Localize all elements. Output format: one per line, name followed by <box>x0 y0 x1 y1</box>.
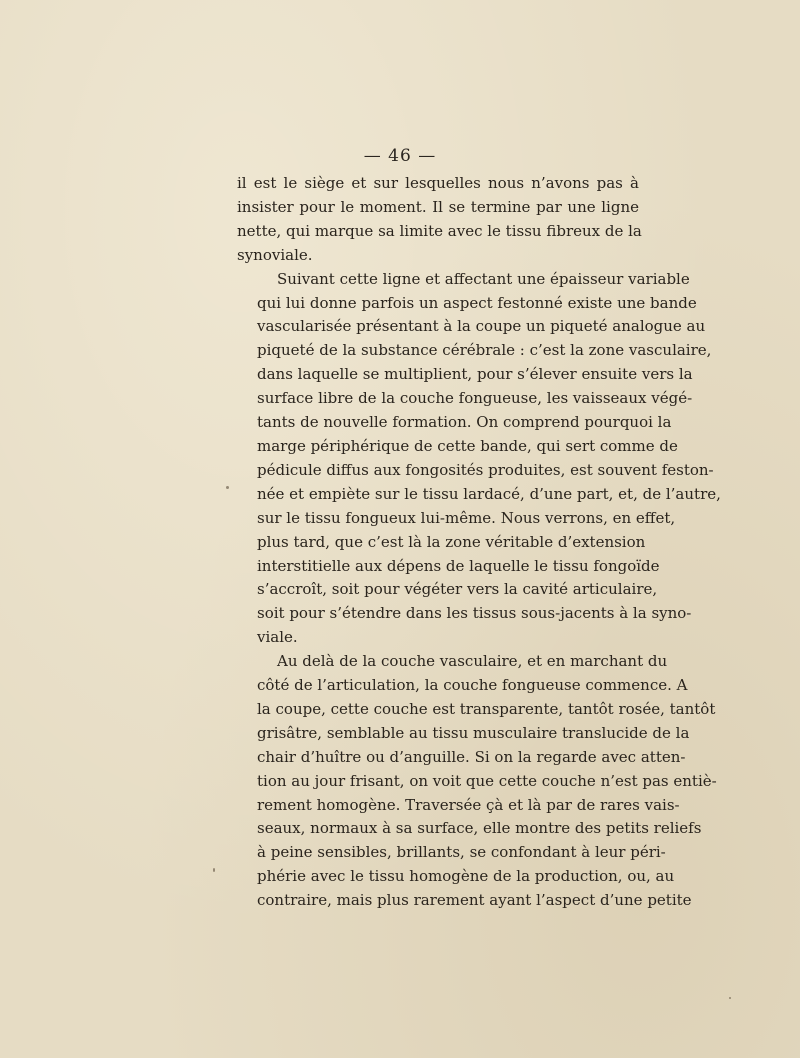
page-number: — 46 — <box>363 146 437 166</box>
text-line: qui lui donne parfois un aspect festonné existe une bande <box>257 293 697 312</box>
body-text <box>237 172 721 913</box>
paragraph <box>237 650 717 913</box>
text-line: vascularisée présentant à la coupe un piqueté analogue au <box>257 317 706 336</box>
text-line: phérie avec le tissu homogène de la production, ou, au <box>257 867 675 886</box>
text-line: pédicule diffus aux fongosités produites, est souvent feston- <box>257 460 714 479</box>
paper-speck <box>729 997 731 999</box>
text-line: plus tard, que c’est là la zone véritable d’extension <box>257 532 646 551</box>
text-line: synoviale. <box>237 245 313 264</box>
text-line: interstitielle aux dépens de laquelle le tissu fongoïde <box>257 556 660 575</box>
paper-speck <box>226 486 229 489</box>
text-line: grisâtre, semblable au tissu musculaire translucide de la <box>257 723 690 742</box>
text-line: dans laquelle se multiplient, pour s’élever ensuite vers la <box>257 365 693 384</box>
text-line: piqueté de la substance cérébrale : c’est la zone vasculaire, <box>257 341 712 360</box>
text-line: tion au jour frisant, on voit que cette couche n’est pas entiè- <box>257 771 717 790</box>
text-line: soit pour s’étendre dans les tissus sous-jacents à la syno- <box>257 604 692 623</box>
text-line: à peine sensibles, brillants, se confondant à leur péri- <box>257 843 666 862</box>
text-line: la coupe, cette couche est transparente, tantôt rosée, tantôt <box>257 699 716 718</box>
text-line: marge périphérique de cette bande, qui sert comme de <box>257 436 678 455</box>
text-line: viale. <box>257 628 298 647</box>
text-line: Suivant cette ligne et affectant une épaisseur variable <box>277 269 690 288</box>
text-line: s’accroît, soit pour végéter vers la cavité articulaire, <box>257 580 658 599</box>
text-line: Au delà de la couche vasculaire, et en marchant du <box>277 652 668 671</box>
paragraph <box>237 172 642 268</box>
text-line: seaux, normaux à sa surface, elle montre des petits reliefs <box>257 819 702 838</box>
text-line: côté de l’articulation, la couche fongueuse commence. A <box>257 676 688 695</box>
text-line: rement homogène. Traversée çà et là par de rares vais- <box>257 795 680 814</box>
text-line: surface libre de la couche fongueuse, les vaisseaux végé- <box>257 389 693 408</box>
text-line: chair d’huître ou d’anguille. Si on la regarde avec atten- <box>257 747 686 766</box>
text-line: sur le tissu fongueux lui-même. Nous verrons, en effet, <box>257 508 676 527</box>
text-line: tants de nouvelle formation. On comprend pourquoi la <box>257 413 672 432</box>
text-line: contraire, mais plus rarement ayant l’aspect d’une petite <box>257 891 692 910</box>
paragraph <box>237 268 721 651</box>
text-line: nette, qui marque sa limite avec le tissu fibreux de la <box>237 221 642 240</box>
paper-speck <box>213 868 215 872</box>
text-line: née et empiète sur le tissu lardacé, d’une part, et, de l’autre, <box>257 484 721 503</box>
text-line: il est le siège et sur lesquelles nous n’avons pas à <box>237 174 639 192</box>
text-line: insister pour le moment. Il se termine par une ligne <box>237 197 639 216</box>
